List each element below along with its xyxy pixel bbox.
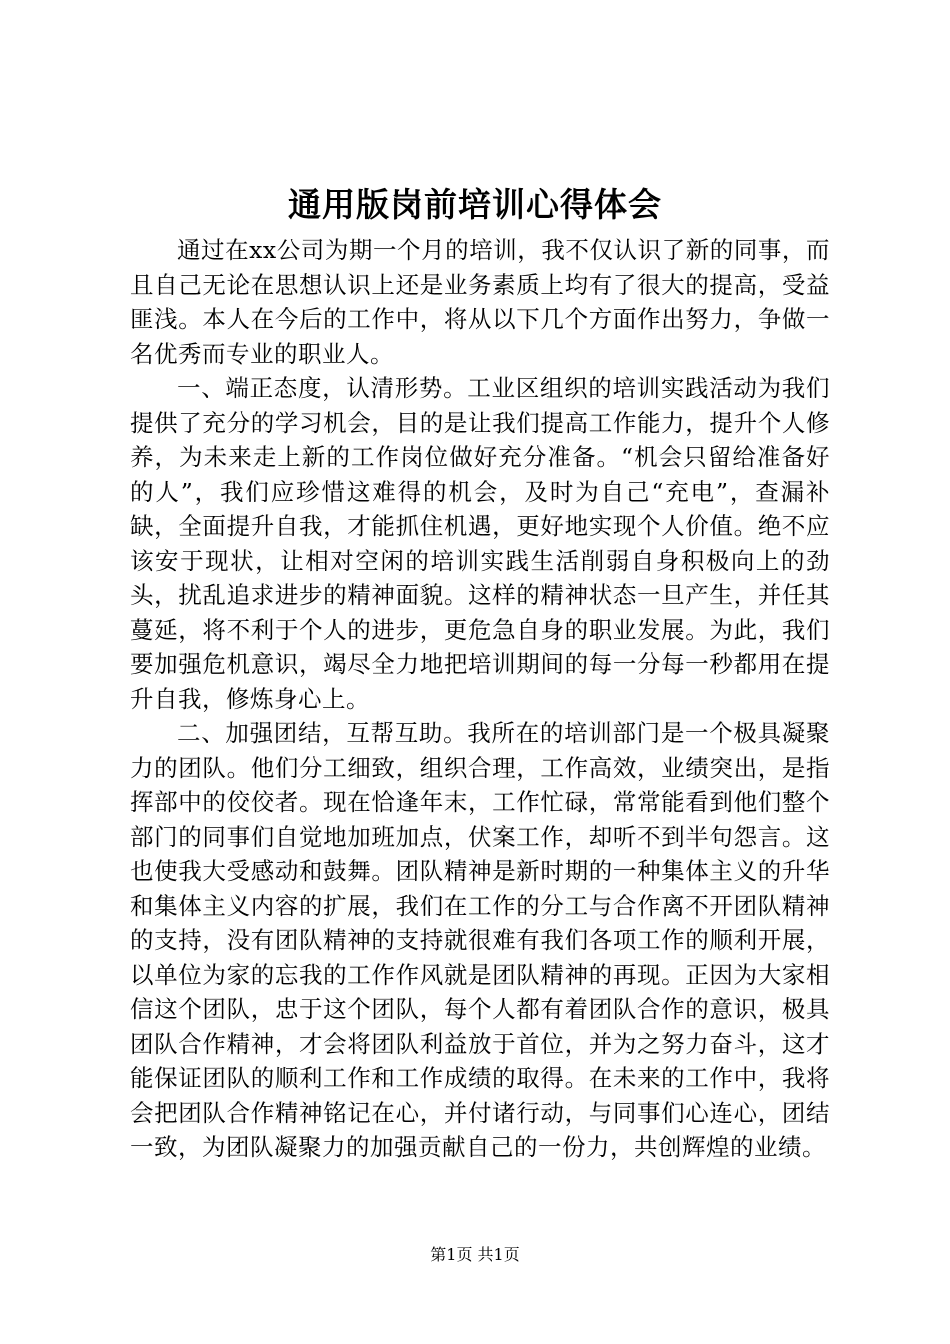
document-title: 通用版岗前培训心得体会 [288,185,662,224]
document-body [130,233,830,1165]
paragraph-section-2: 二、加强团结，互帮互助。我所在的培训部门是一个极具凝聚力的团队。他们分工细致，组织合理，工作高效，业绩突出，是指挥部中的佼佼者。现在恰逢年末，工作忙碌，常常能看到他们整个部门的同事们自觉地加班加点，伏案工作，却听不到半句怨言。这也使我大受感动和鼓舞。团队精神是新时期的一种集体主义的升华和集体主义内容的扩展，我们在工作的分工与合作离不开团队精神的支持，没有团队精神的支持就很难有我们各项工作的顺利开展，以单位为家的忘我的工作作风就是团队精神的再现。正因为大家相信这个团队，忠于这个团队，每个人都有着团队合作的意识，极具团队合作精神，才会将团队利益放于首位，并为之努力奋斗，这才能保证团队的顺利工作和工作成绩的取得。在未来的工作中，我将会把团队合作精神铭记在心，并付诸行动，与同事们心连心，团结一致，为团队凝聚力的加强贡献自己的一份力，共创辉煌的业绩。 [130,719,830,1161]
paragraph-intro: 通过在xx公司为期一个月的培训，我不仅认识了新的同事，而且自己无论在思想认识上还是业务素质上均有了很大的提高，受益匪浅。本人在今后的工作中，将从以下几个方面作出努力，争做一名优秀而专业的职业人。 [130,236,830,368]
paragraph-section-1: 一、端正态度，认清形势。工业区组织的培训实践活动为我们提供了充分的学习机会，目的是让我们提高工作能力，提升个人修养，为未来走上新的工作岗位做好充分准备。“机会只留给准备好的人”，我们应珍惜这难得的机会，及时为自己“充电”，查漏补缺，全面提升自我，才能抓住机遇，更好地实现个人价值。绝不应该安于现状，让相对空闲的培训实践生活削弱自身积极向上的劲头，扰乱追求进步的精神面貌。这样的精神状态一旦产生，并任其蔓延，将不利于个人的进步，更危急自身的职业发展。为此，我们要加强危机意识，竭尽全力地把培训期间的每一分每一秒都用在提升自我，修炼身心上。 [130,374,830,713]
page-number-footer: 第1页 共1页 [430,1245,520,1264]
